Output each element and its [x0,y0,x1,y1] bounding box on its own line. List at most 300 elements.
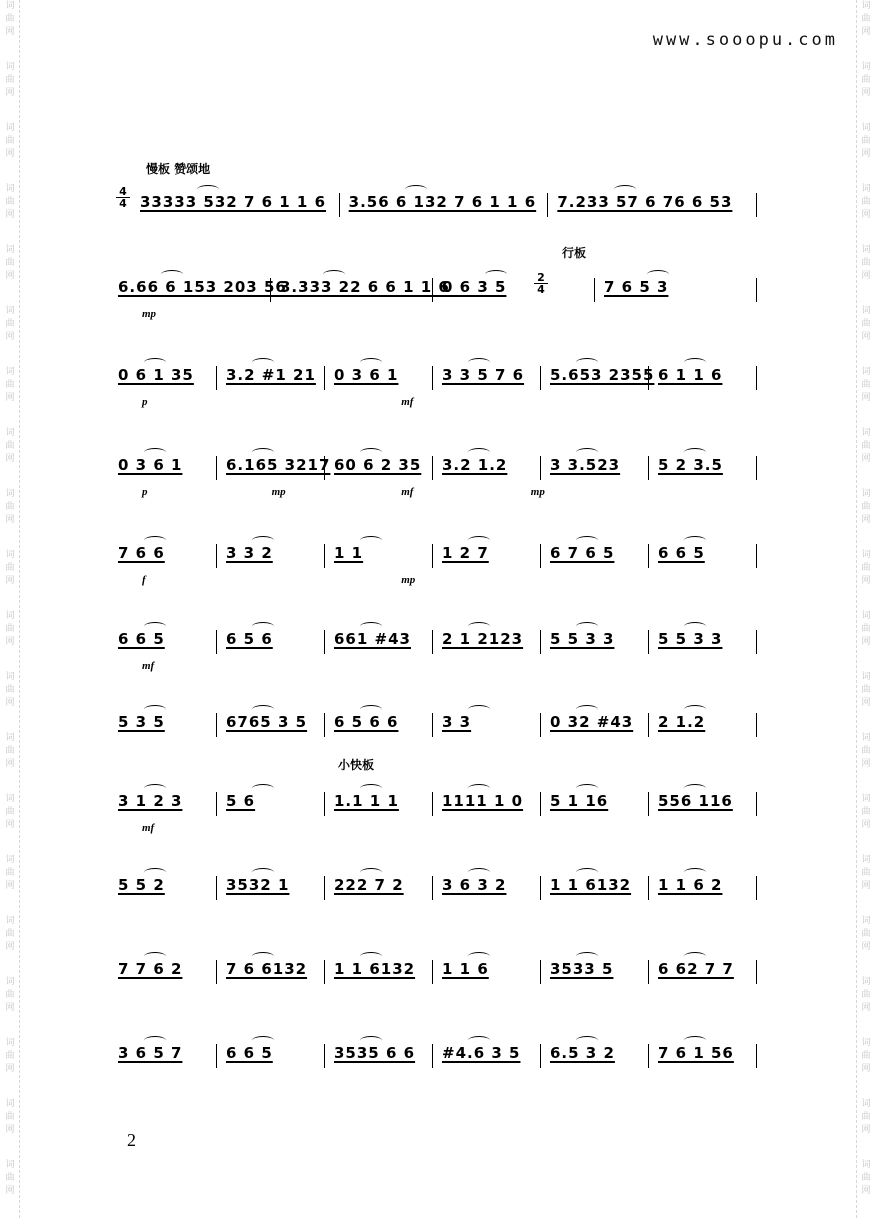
measure [551,185,756,225]
slur-mark [468,705,490,714]
measure-notes: 3 3.523 [550,456,621,474]
barline [756,544,757,568]
dynamic-mark: mp [401,574,416,586]
watermark-text: 词 曲 网 [5,1160,15,1196]
measure [220,358,324,398]
measure [436,536,540,576]
measure [328,1036,432,1076]
measure-notes: 5.653 2355 [550,366,655,384]
measure [112,868,216,908]
barline [648,876,649,900]
slur-mark [161,270,183,279]
score-line [112,622,760,672]
time-signature [534,272,548,295]
measure-notes: 33333 532 7 6 1 1 6 [140,193,327,211]
barline [324,713,325,737]
measure [220,622,324,662]
slur-mark [684,868,706,877]
measure-notes: 7 6 6 [118,544,165,562]
measure [544,448,648,488]
barline [324,792,325,816]
measure [328,952,432,992]
slur-mark [468,1036,490,1045]
watermark-text: 词 曲 网 [5,245,15,281]
slur-mark [144,784,166,793]
measure [328,705,432,745]
measure-notes: 1111 1 0 [442,792,524,810]
barline [540,544,541,568]
barline [756,366,757,390]
slur-mark [576,705,598,714]
barline [594,278,595,302]
barline [216,544,217,568]
measure [544,868,648,908]
measure [220,705,324,745]
slur-mark [144,622,166,631]
measure-notes: 5 5 3 3 [658,630,723,648]
measure [134,185,339,225]
tempo-walking: 行板 [562,246,587,260]
barline [648,630,649,654]
barline [432,366,433,390]
watermark-text: 词 曲 网 [5,1,15,37]
measure-notes: 1 2 7 [442,544,489,562]
slur-mark [576,622,598,631]
slur-mark [576,536,598,545]
barline [432,456,433,480]
slur-mark [252,868,274,877]
measure [544,536,648,576]
slur-mark [684,536,706,545]
barline [324,1044,325,1068]
measure [652,1036,756,1076]
measure [112,448,216,488]
time-signature-denominator: 4 [537,283,545,296]
barline [216,366,217,390]
measure-notes: 3 6 5 7 [118,1044,183,1062]
measure-notes: 2 1.2 [658,713,706,731]
measure [652,536,756,576]
barline [540,1044,541,1068]
watermark-text: 词 曲 网 [861,977,871,1013]
slur-mark [405,185,427,194]
measure [112,622,216,662]
measure-notes: 3532 1 [226,876,290,894]
watermark-text: 词 曲 网 [5,550,15,586]
slur-mark [485,270,507,279]
watermark-text: 词 曲 网 [861,1038,871,1074]
watermark-text: 词 曲 网 [861,367,871,403]
watermark-text: 词 曲 网 [861,184,871,220]
barline [648,544,649,568]
barline [324,960,325,984]
measure [112,536,216,576]
slur-mark [684,705,706,714]
measure-notes: 1 1 6 [442,960,489,978]
measure-notes: 1 1 6132 [334,960,416,978]
measure-notes: 6.66 6 153 203 56 [118,278,287,296]
measure [112,705,216,745]
measure [652,952,756,992]
barline [216,876,217,900]
slur-mark [360,784,382,793]
watermark-text: 词 曲 网 [861,1,871,37]
score-line [112,536,760,586]
time-signature-numerator: 4 [116,186,130,198]
measure [112,952,216,992]
measure-notes: 1 1 [334,544,364,562]
slur-mark [684,952,706,961]
measure [436,784,540,824]
measure-notes: 0 32 #43 [550,713,634,731]
watermark-text: 词 曲 网 [5,306,15,342]
slur-mark [144,1036,166,1045]
slur-mark [252,1036,274,1045]
measure-notes: 7 6 6132 [226,960,308,978]
measure [544,784,648,824]
measure [328,784,432,824]
slur-mark [576,358,598,367]
slur-mark [360,448,382,457]
measure-notes: 3535 6 6 [334,1044,416,1062]
slur-mark [360,952,382,961]
watermark-text: 词 曲 网 [5,611,15,647]
slur-mark [360,358,382,367]
watermark-text: 词 曲 网 [5,367,15,403]
barline [648,792,649,816]
watermark-text: 词 曲 网 [861,855,871,891]
watermark-text: 词 曲 网 [861,1160,871,1196]
measure [112,358,216,398]
barline [270,278,271,302]
time-signature-numerator: 2 [534,272,548,284]
slur-mark [614,185,636,194]
measure [328,536,432,576]
barline [324,876,325,900]
watermark-text: 词 曲 网 [861,733,871,769]
slur-mark [323,270,345,279]
watermark-text: 词 曲 网 [5,123,15,159]
watermark-text: 词 曲 网 [5,184,15,220]
measure [436,448,540,488]
slur-mark [360,705,382,714]
slur-mark [360,868,382,877]
measure [220,1036,324,1076]
slur-mark [468,448,490,457]
slur-mark [468,536,490,545]
measure [112,270,287,310]
barline [648,1044,649,1068]
barline [648,366,649,390]
measure [220,952,324,992]
measure [544,358,655,398]
measure [343,185,548,225]
measure [436,705,540,745]
measure [328,448,432,488]
measure-notes: 6 6 5 [118,630,165,648]
barline [756,456,757,480]
barline [540,876,541,900]
measure-notes: 60 6 2 35 [334,456,422,474]
measure-notes: 3.2 1.2 [442,456,508,474]
watermark-text: 词 曲 网 [5,977,15,1013]
measure-notes: 3.56 6 132 7 6 1 1 6 [348,193,537,211]
dynamic-mark: mf [401,396,414,408]
measure [652,358,756,398]
measure-notes: #4.6 3 5 [442,1044,521,1062]
dynamic-mark: mf [401,486,414,498]
measure-notes: 0 6 3 5 [442,278,507,296]
watermark-text: 词 曲 网 [861,1099,871,1135]
barline [216,456,217,480]
slur-mark [252,952,274,961]
measure-notes: 5 3 5 [118,713,165,731]
score-line [112,358,760,408]
watermark-text: 词 曲 网 [5,916,15,952]
dynamic-mark: p [142,396,148,408]
measure-notes: 3 1 2 3 [118,792,183,810]
watermark-text: 词 曲 网 [861,245,871,281]
measure-notes: 222 7 2 [334,876,404,894]
slur-mark [144,536,166,545]
time-signature [116,186,130,209]
score-line [112,185,760,225]
slur-mark [252,536,274,545]
slur-mark [468,868,490,877]
dynamic-mark: mp [271,486,286,498]
measure-notes: 6.5 3 2 [550,1044,615,1062]
score-line [112,448,760,498]
barline [547,193,548,217]
barline [540,456,541,480]
measure [328,868,432,908]
slur-mark [468,784,490,793]
watermark-text: 词 曲 网 [861,123,871,159]
measure-notes: 661 #43 [334,630,411,648]
measure-notes: 6 5 6 [226,630,273,648]
measure [220,784,324,824]
measure-notes: 3 3 5 7 6 [442,366,525,384]
watermark-text: 词 曲 网 [5,428,15,464]
slur-mark [576,1036,598,1045]
measure [328,622,432,662]
dynamic-mark: mf [142,660,155,672]
slur-mark [197,185,219,194]
barline [432,960,433,984]
measure-notes: 1.1 1 1 [334,792,399,810]
measure-notes: 3 6 3 2 [442,876,507,894]
measure-notes: 5 5 2 [118,876,165,894]
slur-mark [144,705,166,714]
barline [339,193,340,217]
site-url: www.sooopu.com [652,30,838,50]
watermark-text: 词 曲 网 [5,489,15,525]
measure [436,358,540,398]
barline [756,960,757,984]
tempo-quick: 小快板 [338,758,375,772]
measure-notes: 6 6 5 [658,544,705,562]
slur-mark [144,448,166,457]
slur-mark [360,1036,382,1045]
watermark-text: 词 曲 网 [5,794,15,830]
score-line [112,1036,760,1076]
watermark-text: 词 曲 网 [861,611,871,647]
watermark-text: 词 曲 网 [5,62,15,98]
measure-notes: 3533 5 [550,960,614,978]
slur-mark [252,705,274,714]
slur-mark [144,952,166,961]
measure-notes: 2 1 2123 [442,630,524,648]
barline [756,792,757,816]
measure [436,868,540,908]
score-line [112,952,760,992]
barline [216,792,217,816]
measure-notes: 5 5 3 3 [550,630,615,648]
measure [544,622,648,662]
barline [540,630,541,654]
measure-notes: 556 116 [658,792,733,810]
slur-mark [252,622,274,631]
measure [598,270,756,310]
slur-mark [684,784,706,793]
watermark-text: 词 曲 网 [861,62,871,98]
slur-mark [252,784,274,793]
measure [544,952,648,992]
score-line [112,270,760,320]
slur-mark [360,622,382,631]
measure [544,1036,648,1076]
dynamic-mark: mp [142,308,157,320]
slur-mark [576,448,598,457]
slur-mark [576,868,598,877]
barline [324,366,325,390]
measure-notes: 6765 3 5 [226,713,308,731]
slur-mark [684,448,706,457]
measure [436,1036,540,1076]
measure-notes: 5 6 [226,792,256,810]
watermark-text: 词 曲 网 [5,672,15,708]
barline [324,630,325,654]
time-signature-denominator: 4 [119,197,127,210]
measure-notes: 1 1 6132 [550,876,632,894]
measure [544,705,648,745]
measure [652,784,756,824]
measure-notes: 6 6 5 [226,1044,273,1062]
measure-notes: 5 1 16 [550,792,609,810]
measure-notes: 5 2 3.5 [658,456,723,474]
measure-notes: 6 62 7 7 [658,960,734,978]
measure [112,1036,216,1076]
score-line [112,705,760,745]
barline [756,1044,757,1068]
barline [216,1044,217,1068]
watermark-text: 词 曲 网 [861,672,871,708]
tempo-slow: 慢板 赞颂地 [146,162,211,176]
barline [432,630,433,654]
barline [324,544,325,568]
slur-mark [252,358,274,367]
barline [432,1044,433,1068]
measure-notes: 0 3 6 1 [334,366,399,384]
watermark-text: 词 曲 网 [861,916,871,952]
measure-notes: 3.2 #1 21 [226,366,316,384]
measure-notes: 3.333 22 6 6 1 1 6 [280,278,450,296]
slur-mark [684,358,706,367]
barline [432,876,433,900]
measure-notes: 3 3 2 [226,544,273,562]
measure-notes: 6 5 6 6 [334,713,399,731]
barline [540,366,541,390]
barline [216,713,217,737]
dynamic-mark: mp [530,486,545,498]
barline [432,713,433,737]
measure-notes: 6.165 3217 [226,456,331,474]
slur-mark [576,784,598,793]
measure [220,536,324,576]
score-line [112,868,760,908]
measure-notes: 7 6 5 3 [604,278,669,296]
barline [756,713,757,737]
watermark-text: 词 曲 网 [5,1099,15,1135]
measure [274,270,450,310]
slur-mark [576,952,598,961]
watermark-text: 词 曲 网 [861,306,871,342]
barline [756,278,757,302]
slur-mark [468,358,490,367]
measure-notes: 0 6 1 35 [118,366,194,384]
slur-mark [468,622,490,631]
measure-notes: 7.233 57 6 76 6 53 [557,193,733,211]
watermark-text: 词 曲 网 [861,428,871,464]
page-number: 2 [127,1130,136,1150]
watermark-text: 词 曲 网 [5,1038,15,1074]
measure [652,705,756,745]
measure [436,952,540,992]
barline [540,713,541,737]
measure [112,784,216,824]
measure [328,358,432,398]
measure [436,622,540,662]
watermark-text: 词 曲 网 [861,489,871,525]
barline [756,193,757,217]
watermark-text: 词 曲 网 [5,733,15,769]
barline [648,713,649,737]
slur-mark [360,536,382,545]
slur-mark [144,358,166,367]
measure-notes: 1 1 6 2 [658,876,723,894]
measure [652,868,756,908]
dynamic-mark: f [142,574,146,586]
barline [432,278,433,302]
measure-notes: 6 7 6 5 [550,544,615,562]
watermark-text: 词 曲 网 [861,550,871,586]
barline [540,960,541,984]
barline [216,960,217,984]
measure [652,448,756,488]
slur-mark [647,270,669,279]
barline [648,960,649,984]
measure [220,448,331,488]
measure-notes: 0 3 6 1 [118,456,183,474]
watermark-text: 词 曲 网 [861,794,871,830]
barline [756,630,757,654]
barline [216,630,217,654]
barline [648,456,649,480]
measure-notes: 6 1 1 6 [658,366,723,384]
measure-notes: 7 7 6 2 [118,960,183,978]
measure-notes: 7 6 1 56 [658,1044,734,1062]
barline [324,456,325,480]
